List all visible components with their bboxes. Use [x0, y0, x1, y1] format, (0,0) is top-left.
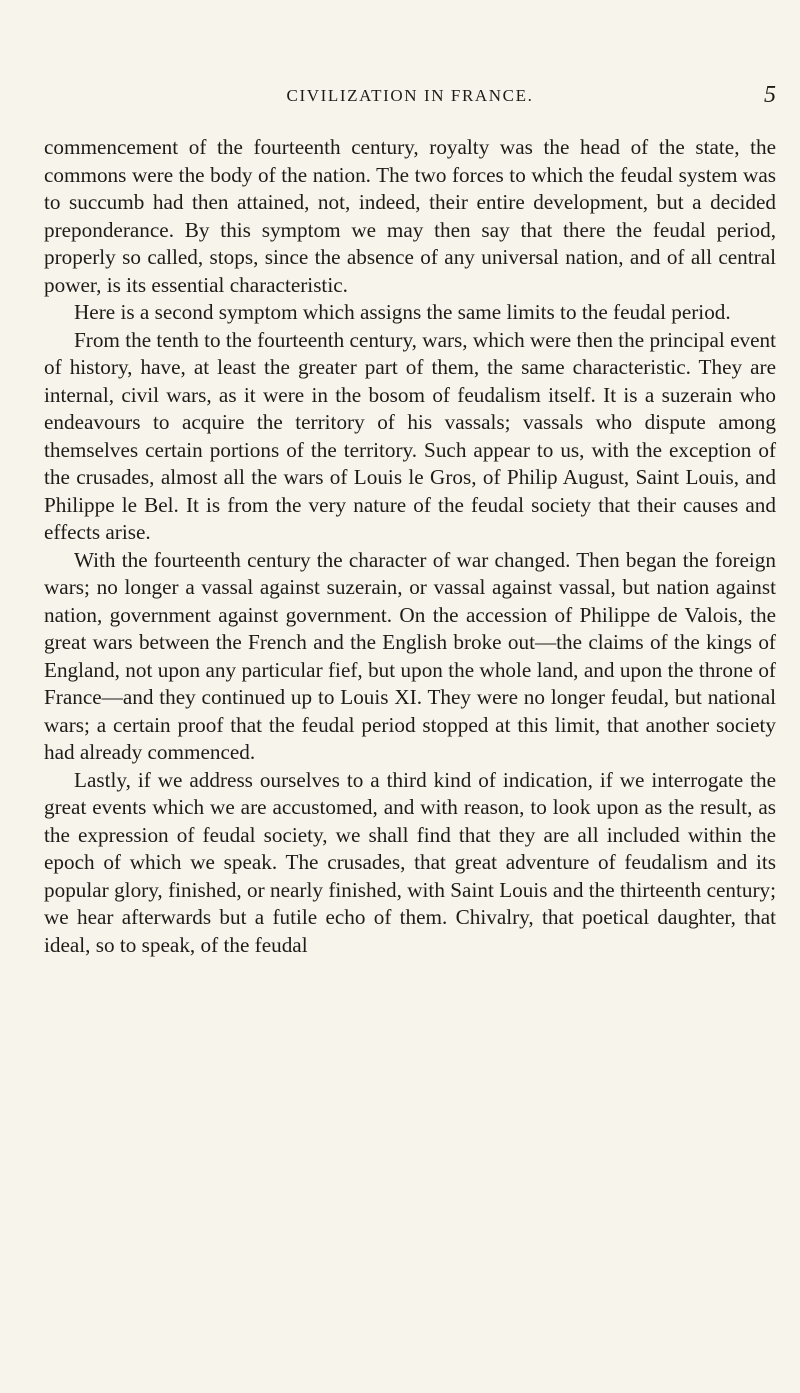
running-title: CIVILIZATION IN FRANCE. — [286, 86, 534, 105]
paragraph-internal-wars: From the tenth to the fourteenth century, wars, which were then the principal event of history, have, at least the greater part of them, the same characteristic. They are internal, civil wars, as it were in the bosom of feudalism itself. It is a suzerain who endeavours to acquire the territory of his vassals; vassals who dispute among themselves certain portions of the territory. Such appear to us, with the exception of the crusades, almost all the wars of Louis le Gros, of Philip August, Saint Louis, and Philippe le Bel. It is from the very nature of the feudal society that their causes and effects arise. — [44, 327, 776, 544]
paragraph-continued: commencement of the fourteenth century, royalty was the head of the state, the commons were the body of the nation. The two forces to which the feudal system was to succumb had then attained, not, indeed, their entire development, but a decided preponderance. By this symptom we may then say that there the feudal period, properly so called, stops, since the absence of any universal nation, and of all central power, is its essential characteristic. — [44, 135, 776, 297]
page-number: 5 — [764, 82, 776, 108]
paragraph-foreign-wars: With the fourteenth century the character of war changed. Then began the foreign wars; no longer a vassal against suzerain, or vassal against vassal, but nation against nation, government against government. On the accession of Philippe de Valois, the great wars between the French and the English broke out—the claims of the kings of England, not upon any particular fief, but upon the whole land, and upon the throne of France—and they continued up to Louis XI. They were no longer feudal, but national wars; a certain proof that the feudal period stopped at this limit, that another society had already commenced. — [44, 547, 776, 764]
book-page — [44, 0, 776, 1393]
running-head — [44, 82, 776, 112]
paragraph-third-indication: Lastly, if we address ourselves to a third kind of indication, if we interrogate the great events which we are accustomed, and with reason, to look upon as the result, as the expression of feudal society, we shall find that they are all included within the epoch of which we speak. The crusades, that great adventure of feudalism and its popular glory, finished, or nearly finished, with Saint Louis and the thirteenth century; we hear afterwards but a futile echo of them. Chivalry, that poetical daughter, that ideal, so to speak, of the feudal — [44, 767, 776, 957]
body-text — [44, 134, 776, 959]
paragraph-second-symptom: Here is a second symptom which assigns the same limits to the feudal period. — [74, 300, 731, 324]
